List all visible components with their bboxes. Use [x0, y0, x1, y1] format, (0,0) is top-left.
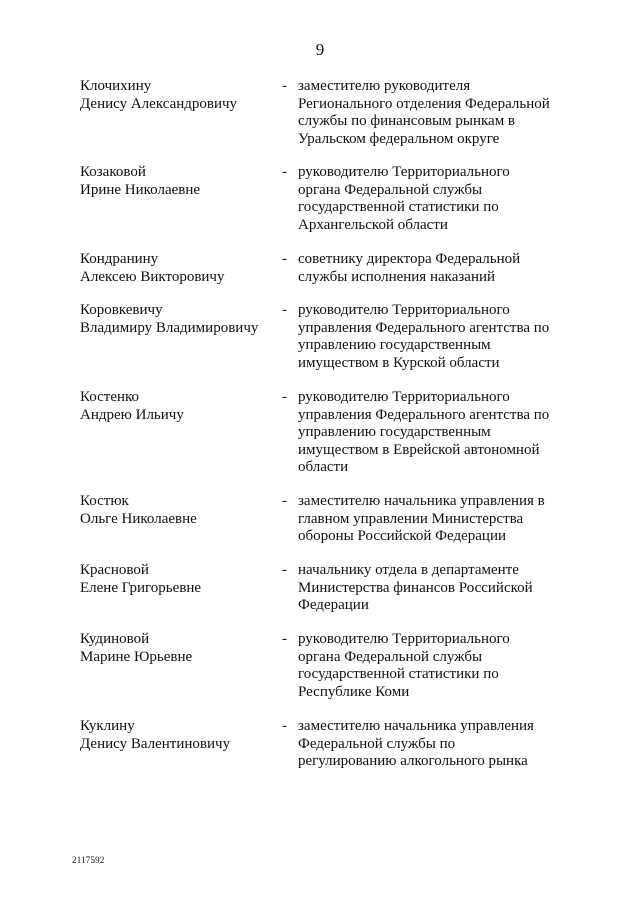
position-text — [298, 493, 568, 546]
position-line: руководителю Территориального — [298, 302, 510, 318]
surname: Куклину — [80, 718, 135, 734]
given-name: Ирине Николаевне — [80, 181, 201, 198]
position-line: заместителю начальника управления в — [298, 493, 545, 509]
person-name — [80, 78, 280, 113]
position-line: Министерства финансов Российской — [298, 579, 533, 596]
position-text — [298, 389, 568, 477]
surname: Красновой — [80, 562, 149, 578]
position-text — [298, 251, 568, 286]
position-line: службы исполнения наказаний — [298, 268, 496, 285]
given-name: Андрею Ильичу — [80, 406, 184, 423]
position-text — [298, 562, 568, 615]
position-line: регулированию алкогольного рынка — [298, 753, 528, 769]
given-name: Денису Валентиновичу — [80, 735, 231, 752]
dash-separator: - — [282, 251, 287, 267]
position-text — [298, 164, 568, 234]
position-line: управления Федерального агентства по — [298, 406, 550, 423]
position-line: управлению государственным — [298, 424, 491, 440]
position-line: области — [298, 459, 349, 475]
position-line: руководителю Территориального — [298, 389, 510, 405]
person-name — [80, 389, 280, 424]
position-line: имуществом в Еврейской автономной — [298, 441, 540, 458]
person-name — [80, 164, 280, 199]
surname: Козаковой — [80, 164, 146, 180]
dash-separator: - — [282, 562, 287, 578]
position-line: главном управлении Министерства — [298, 510, 524, 527]
position-line: руководителю Территориального — [298, 164, 510, 180]
given-name: Ольге Николаевне — [80, 510, 197, 527]
position-text — [298, 718, 568, 771]
given-name: Марине Юрьевне — [80, 648, 193, 665]
surname: Кондранину — [80, 251, 159, 267]
position-line: государственной статистики по — [298, 199, 499, 215]
dash-separator: - — [282, 631, 287, 647]
position-text — [298, 302, 568, 372]
position-line: советнику директора Федеральной — [298, 251, 521, 267]
given-name: Владимиру Владимировичу — [80, 319, 259, 336]
position-line: Регионального отделения Федеральной — [298, 95, 550, 112]
dash-separator: - — [282, 302, 287, 318]
surname: Кудиновой — [80, 631, 150, 647]
surname: Клочихину — [80, 78, 152, 94]
dash-separator: - — [282, 389, 287, 405]
dash-separator: - — [282, 718, 287, 734]
surname: Костюк — [80, 493, 129, 509]
position-line: органа Федеральной службы — [298, 181, 483, 198]
surname: Коровкевичу — [80, 302, 163, 318]
page-number: 9 — [315, 40, 325, 59]
person-name — [80, 631, 280, 666]
given-name: Елене Григорьевне — [80, 579, 202, 596]
position-line: Федеральной службы по — [298, 735, 456, 752]
person-name — [80, 251, 280, 286]
position-text — [298, 78, 568, 148]
position-line: имуществом в Курской области — [298, 354, 500, 371]
position-line: обороны Российской Федерации — [298, 528, 507, 544]
dash-separator: - — [282, 164, 287, 180]
position-line: органа Федеральной службы — [298, 648, 483, 665]
position-line: службы по финансовым рынкам в — [298, 113, 516, 129]
position-line: государственной статистики по — [298, 666, 499, 682]
position-line: заместителю руководителя — [298, 78, 471, 94]
person-name — [80, 562, 280, 597]
person-name — [80, 718, 280, 753]
document-code: 2117592 — [72, 855, 105, 865]
position-line: Уральском федеральном округе — [298, 130, 500, 147]
position-line: Архангельской области — [298, 216, 448, 233]
position-line: Федерации — [298, 597, 369, 613]
dash-separator: - — [282, 493, 287, 509]
position-line: управления Федерального агентства по — [298, 319, 550, 336]
person-name — [80, 493, 280, 528]
position-line: начальнику отдела в департаменте — [298, 562, 519, 578]
dash-separator: - — [282, 78, 287, 94]
given-name: Алексею Викторовичу — [80, 268, 225, 285]
position-line: руководителю Территориального — [298, 631, 510, 647]
position-line: Республике Коми — [298, 683, 410, 700]
person-name — [80, 302, 280, 337]
position-line: заместителю начальника управления — [298, 718, 534, 734]
surname: Костенко — [80, 389, 140, 405]
position-line: управлению государственным — [298, 337, 491, 353]
position-text — [298, 631, 568, 701]
given-name: Денису Александровичу — [80, 95, 238, 112]
